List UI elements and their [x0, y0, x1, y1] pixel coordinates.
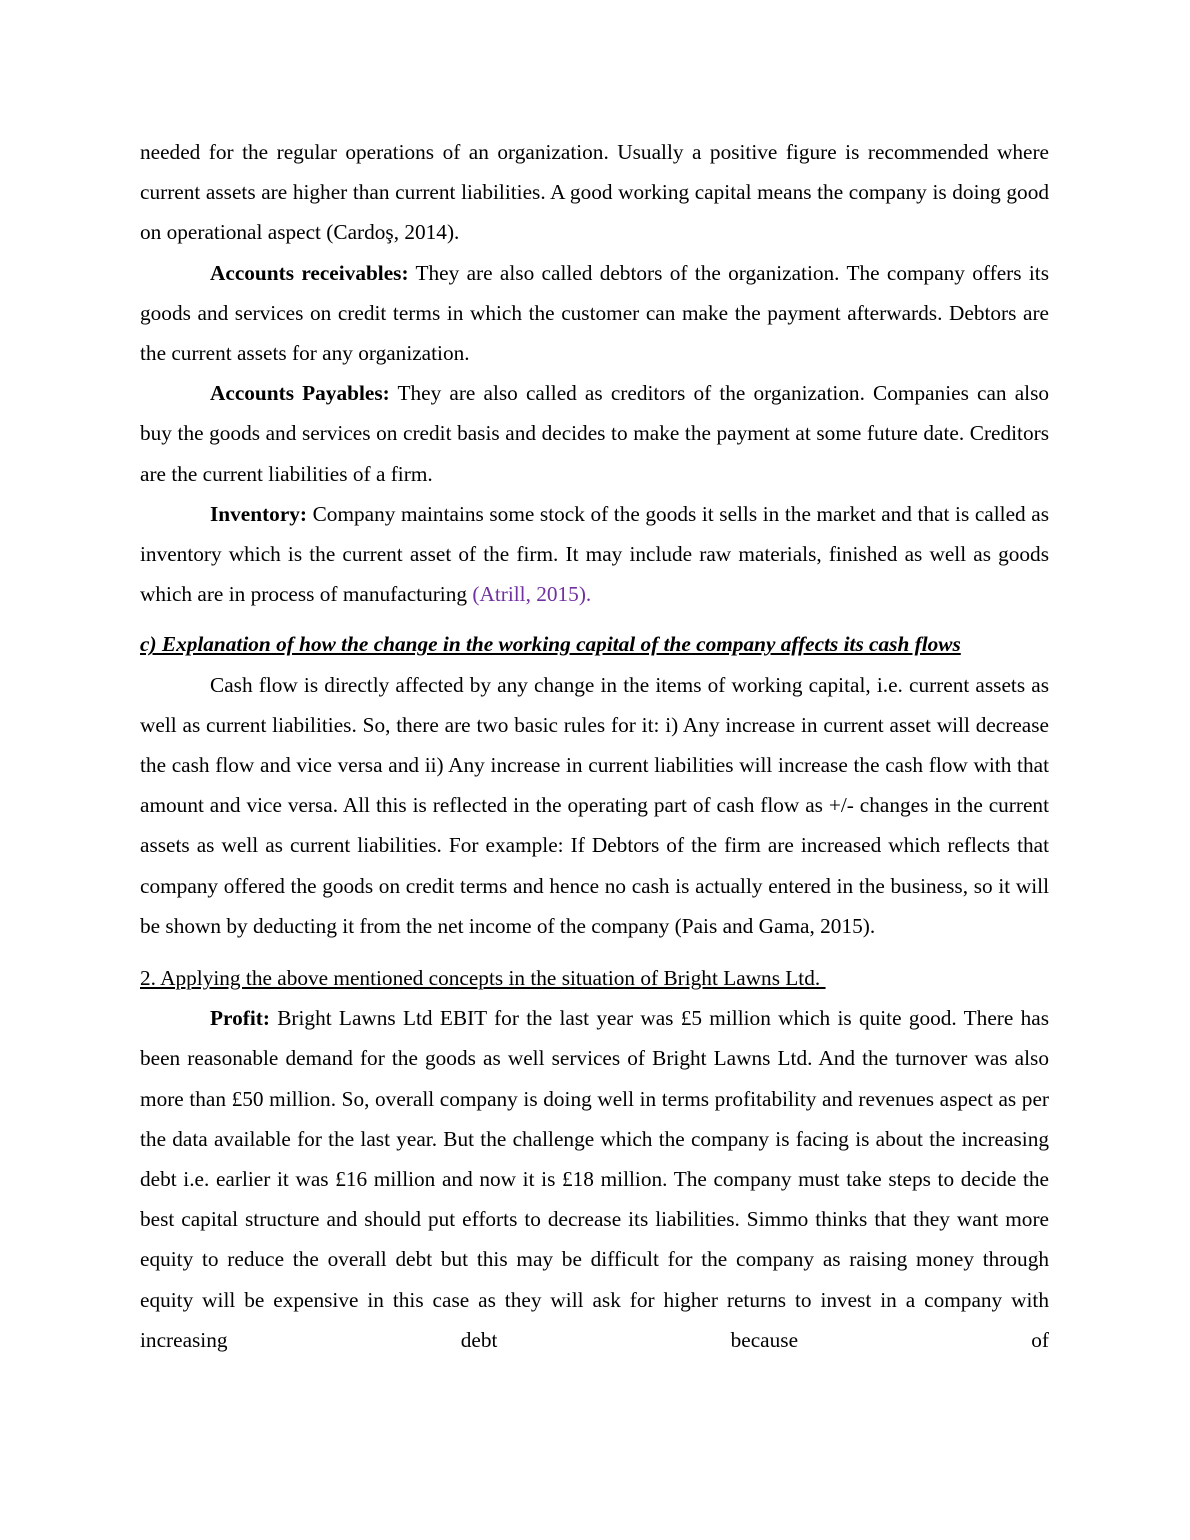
term-profit: Profit: [210, 1006, 270, 1031]
paragraph-profit [140, 998, 1049, 1360]
profit-text: Bright Lawns Ltd EBIT for the last year was £5 million which is quite good. There has been reasonable demand for the goods as well services of Bright Lawns Ltd. And the turnover was also more than £50 million. So, overall company is doing well in terms profitability and revenues aspect as per the data available for the last year. But the challenge which the company is facing is about the increasing debt i.e. earlier it was £16 million and now it is £18 million. The company must take steps to decide the best capital structure and should put efforts to decrease its liabilities. Simmo thinks that they want more equity to reduce the overall debt but this may be difficult for the company as raising money through equity will be expensive in this case as they will ask for higher returns to invest in a company with increasing debt because of [140, 1006, 1049, 1352]
term-accounts-receivables: Accounts receivables: [210, 260, 409, 285]
paragraph-accounts-receivables [140, 253, 1049, 374]
term-inventory: Inventory: [210, 501, 308, 526]
accounts-receivables-text: They are also called debtors of the organization. The company offers its goods and services on credit terms in which the customer can make the payment afterwards. Debtors are the current assets for any organization. [140, 260, 1049, 366]
term-accounts-payables: Accounts Payables: [210, 381, 390, 406]
inventory-citation: (Atrill, 2015). [472, 582, 592, 607]
paragraph-accounts-payables [140, 373, 1049, 494]
accounts-payables-text: They are also called as creditors of the organization. Companies can also buy the goods and services on credit basis and decides to make the payment at some future date. Creditors are the current liabilities of a firm. [140, 381, 1050, 486]
paragraph-cash-flow: Cash flow is directly affected by any change in the items of working capital, i.e. current assets as well as current liabilities. So, there are two basic rules for it: i) Any increase in current asset will decrease the cash flow and vice versa and ii) Any increase in current liabilities will increase the cash flow with that amount and vice versa. All this is reflected in the operating part of cash flow as +/- changes in the current assets as well as current liabilities. For example: If Debtors of the firm are increased which reflects that company offered the goods on credit terms and hence no cash is actually entered in the business, so it will be shown by deducting it from the net income of the company (Pais and Gama, 2015). [140, 672, 1049, 938]
paragraph-inventory [140, 494, 1049, 615]
paragraph-working-capital-intro: needed for the regular operations of an organization. Usually a positive figure is recommended where current assets are higher than current liabilities. A good working capital means the company is doing good on operational aspect (Cardoş, 2014). [140, 140, 1049, 245]
section-heading-c: c) Explanation of how the change in the working capital of the company affects its cash flows [140, 632, 961, 657]
inventory-text: Company maintains some stock of the goods it sells in the market and that is called as inventory which is the current asset of the firm. It may include raw materials, finished as well as goods which are in process of manufacturing [140, 501, 1049, 607]
document-page [140, 132, 1049, 1360]
section-heading-2: 2. Applying the above mentioned concepts in the situation of Bright Lawns Ltd. [140, 966, 826, 991]
